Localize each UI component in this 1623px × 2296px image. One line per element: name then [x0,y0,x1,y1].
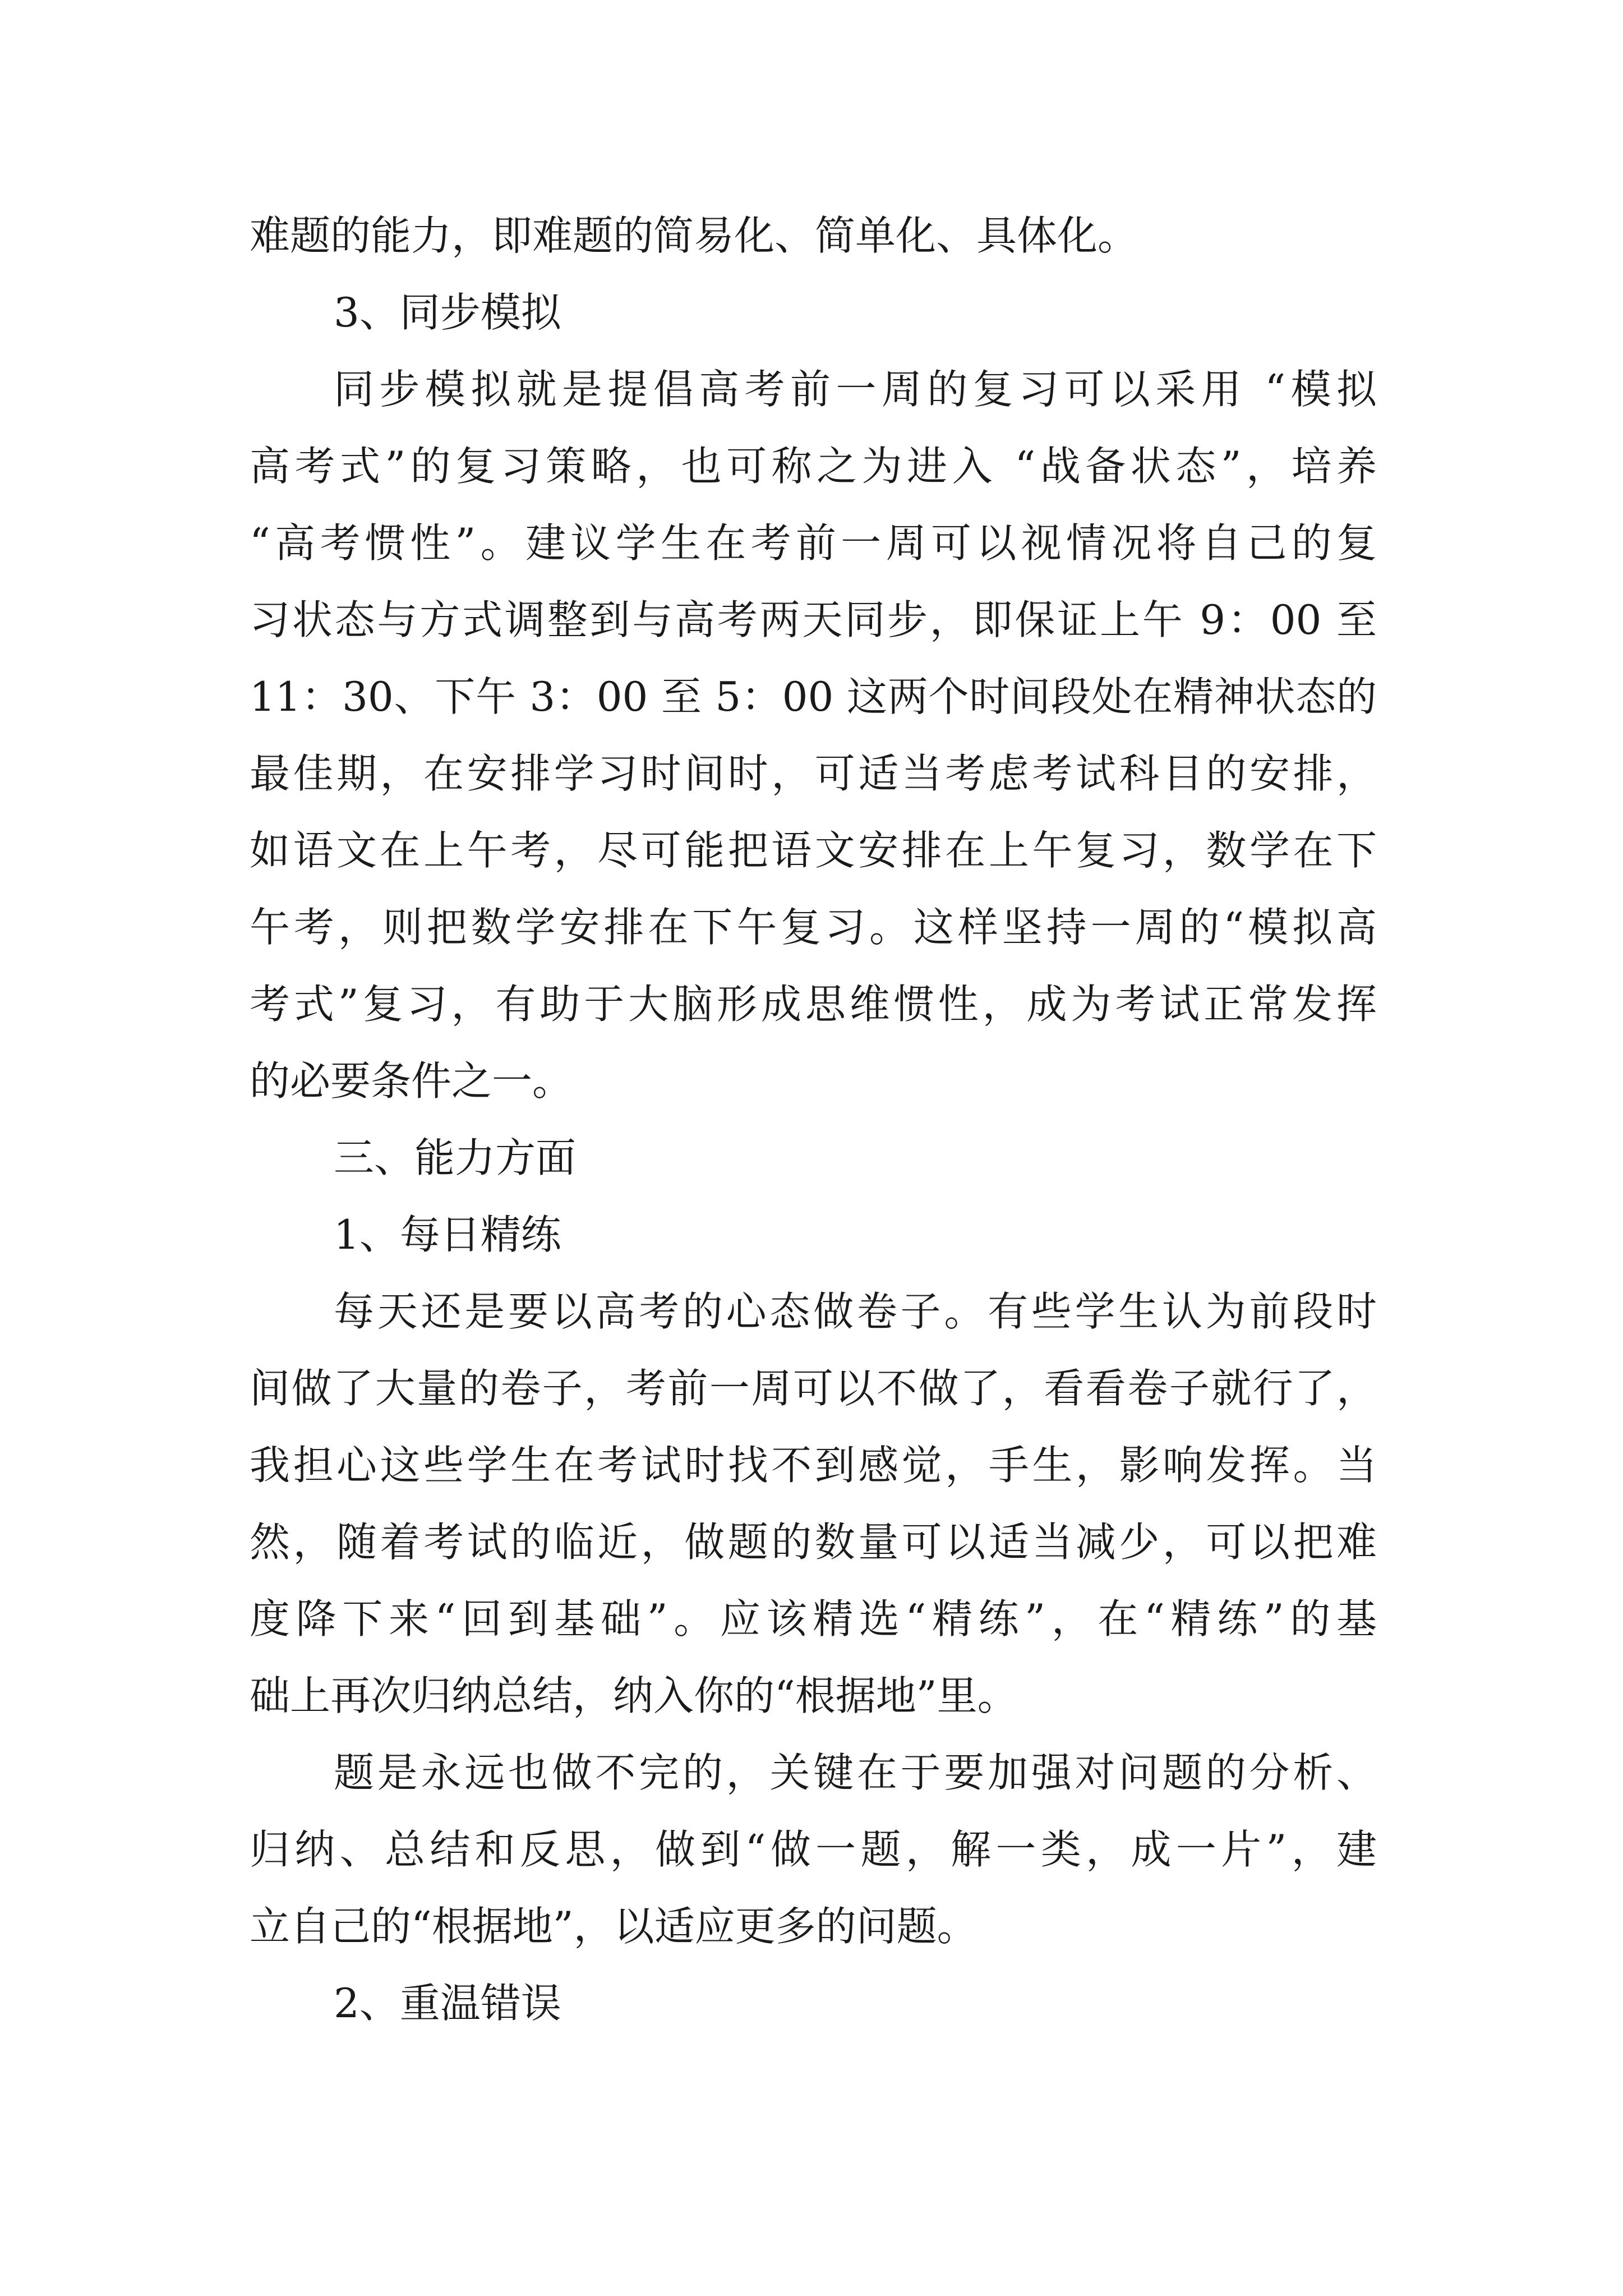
paragraph-line: 题是永远也做不完的，关键在于要加强对问题的分析、 [334,1749,1377,1796]
paragraph-line: 同步模拟就是提倡高考前一周的复习可以采用 “模拟 [334,366,1377,413]
paragraph-line: 考式”复习，有助于大脑形成思维惯性，成为考试正常发挥 [250,981,1377,1028]
paragraph-line: 础上再次归纳总结，纳入你的“根据地”里。 [250,1672,1018,1719]
paragraph-line: 间做了大量的卷子，考前一周可以不做了，看看卷子就行了， [250,1365,1377,1412]
paragraph-line: 度降下来“回到基础”。应该精选“精练”，在“精练”的基 [250,1595,1377,1642]
paragraph-line: 难题的能力，即难题的简易化、简单化、具体化。 [250,212,1138,259]
document-body [250,197,1377,2042]
paragraph-line: 习状态与方式调整到与高考两天同步，即保证上午 9：00 至 [250,596,1377,643]
paragraph-line: 11：30、下午 3：00 至 5：00 这两个时间段处在精神状态的 [250,673,1377,720]
paragraph-line: 的必要条件之一。 [250,1057,573,1105]
paragraph-line: 然，随着考试的临近，做题的数量可以适当减少，可以把难 [250,1519,1377,1566]
paragraph-line: 立自己的“根据地”，以适应更多的问题。 [250,1903,978,1950]
paragraph-line: 午考，则把数学安排在下午复习。这样坚持一周的“模拟高 [250,904,1377,951]
paragraph-line: 每天还是要以高考的心态做卷子。有些学生认为前段时 [334,1288,1377,1335]
paragraph-line: 高考式”的复习策略，也可称之为进入 “战备状态”，培养 [250,443,1377,490]
section-heading-sync-simulation: 3、同步模拟 [334,289,561,336]
paragraph-line: 如语文在上午考，尽可能把语文安排在上午复习，数学在下 [250,827,1377,874]
section-heading-daily-practice: 1、每日精练 [334,1211,561,1258]
paragraph-line: 最佳期，在安排学习时间时，可适当考虑考试科目的安排， [250,750,1377,797]
paragraph-line: 归纳、总结和反思，做到“做一题，解一类，成一片”，建 [250,1826,1377,1873]
paragraph-line: 我担心这些学生在考试时找不到感觉，手生，影响发挥。当 [250,1442,1377,1489]
section-heading-ability: 三、能力方面 [334,1134,577,1181]
section-heading-review-mistakes: 2、重温错误 [334,1980,561,2027]
paragraph-line: “高考惯性”。建议学生在考前一周可以视情况将自己的复 [250,519,1377,567]
